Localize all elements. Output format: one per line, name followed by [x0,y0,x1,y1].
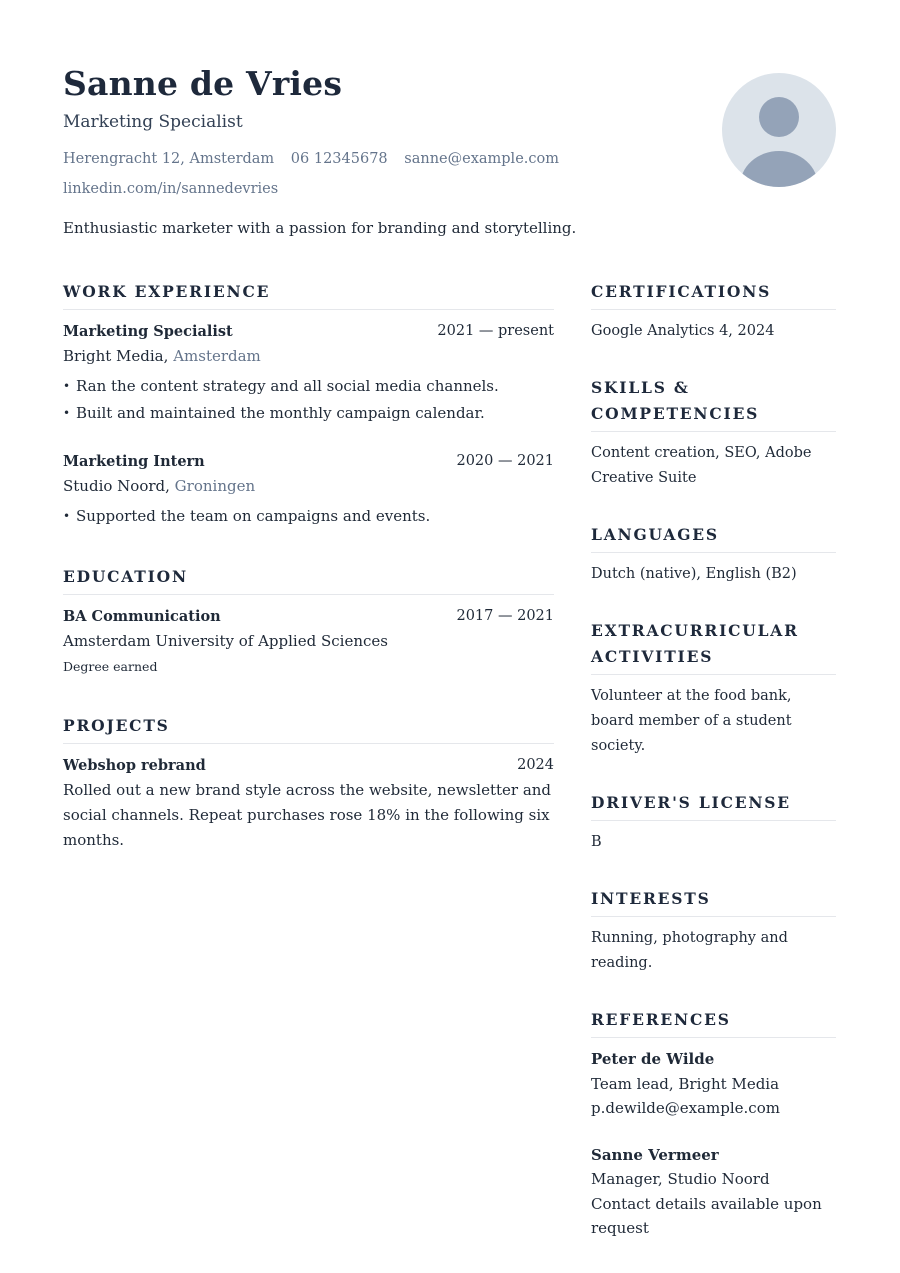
certifications-text: Google Analytics 4, 2024 [591,323,775,339]
interests-text: Running, photography and reading. [591,930,788,971]
projects-section [63,713,554,853]
extracurricular-section [591,618,836,759]
section-heading: WORK EXPERIENCE [63,279,554,310]
entry-dates: 2021 — present [437,323,554,339]
sidebar-column [591,279,836,1269]
references-section [591,1007,836,1241]
reference-name: Peter de Wilde [591,1050,715,1068]
reference-contact: Contact details available upon request [591,1194,822,1237]
work-entry [63,319,554,427]
reference-entry [591,1143,836,1241]
address-text: Herengracht 12, Amsterdam [63,151,275,167]
entry-dates: 2017 — 2021 [456,608,554,624]
company-city: Groningen [174,477,256,495]
languages-section [591,522,836,587]
section-heading: INTERESTS [591,886,836,917]
extracurricular-text: Volunteer at the food bank, board member of a student society. [591,688,792,754]
linkedin-link[interactable]: linkedin.com/in/sannedevries [63,181,279,197]
reference-role: Manager, Studio Noord [591,1170,770,1188]
project-year: 2024 [517,757,554,773]
company-name: Bright Media [63,347,164,365]
reference-contact[interactable]: p.dewilde@example.com [591,1099,780,1117]
job-title: Marketing Specialist [63,112,243,132]
avatar-head-shape [759,97,799,137]
entry-organization: Bright Media, Amsterdam [63,347,261,365]
bullet-item: • Supported the team on campaigns and events. [63,503,554,530]
entry-role: Marketing Specialist [63,323,233,340]
section-heading: REFERENCES [591,1007,836,1038]
school-name: Amsterdam University of Applied Sciences [63,632,388,650]
section-heading: DRIVER'S LICENSE [591,790,836,821]
company-city: Amsterdam [173,347,261,365]
contact-info [63,144,623,204]
section-heading: PROJECTS [63,713,554,744]
company-name: Studio Noord [63,477,166,495]
avatar-body-shape [740,151,818,187]
reference-entry [591,1047,836,1121]
entry-bullets [63,503,554,530]
bullet-item: • Ran the content strategy and all social media channels. [63,373,554,400]
section-heading: EDUCATION [63,564,554,595]
reference-name: Sanne Vermeer [591,1145,719,1164]
skills-section [591,375,836,491]
license-text: B [591,834,602,850]
certifications-section [591,279,836,344]
entry-organization: Studio Noord, Groningen [63,477,256,495]
user-avatar-placeholder-icon [722,73,836,187]
degree-name: BA Communication [63,608,221,625]
drivers-license-section [591,790,836,855]
section-heading: SKILLS & COMPETENCIES [591,375,836,432]
education-section [63,564,554,679]
skills-text: Content creation, SEO, Adobe Creative Suite [591,445,812,486]
project-name: Webshop rebrand [63,757,206,774]
work-experience-section [63,279,554,530]
main-column [63,279,554,882]
profile-summary: Enthusiastic marketer with a passion for branding and storytelling. [63,219,577,237]
section-heading: EXTRACURRICULAR ACTIVITIES [591,618,836,675]
email-link[interactable]: sanne@example.com [404,151,559,167]
candidate-name: Sanne de Vries [63,64,343,103]
work-entry [63,449,554,530]
section-heading: LANGUAGES [591,522,836,553]
bullet-item: • Built and maintained the monthly campaign calendar. [63,400,554,427]
interests-section [591,886,836,976]
phone-text: 06 12345678 [290,151,388,167]
entry-dates: 2020 — 2021 [456,453,554,469]
project-description: Rolled out a new brand style across the website, newsletter and social channels. Repeat purchases rose 18% in the following six months. [63,781,552,849]
entry-bullets [63,373,554,427]
reference-role: Team lead, Bright Media [591,1074,780,1093]
languages-text: Dutch (native), English (B2) [591,566,797,582]
section-heading: CERTIFICATIONS [591,279,836,310]
degree-note: Degree earned [63,659,158,674]
entry-role: Marketing Intern [63,453,205,470]
